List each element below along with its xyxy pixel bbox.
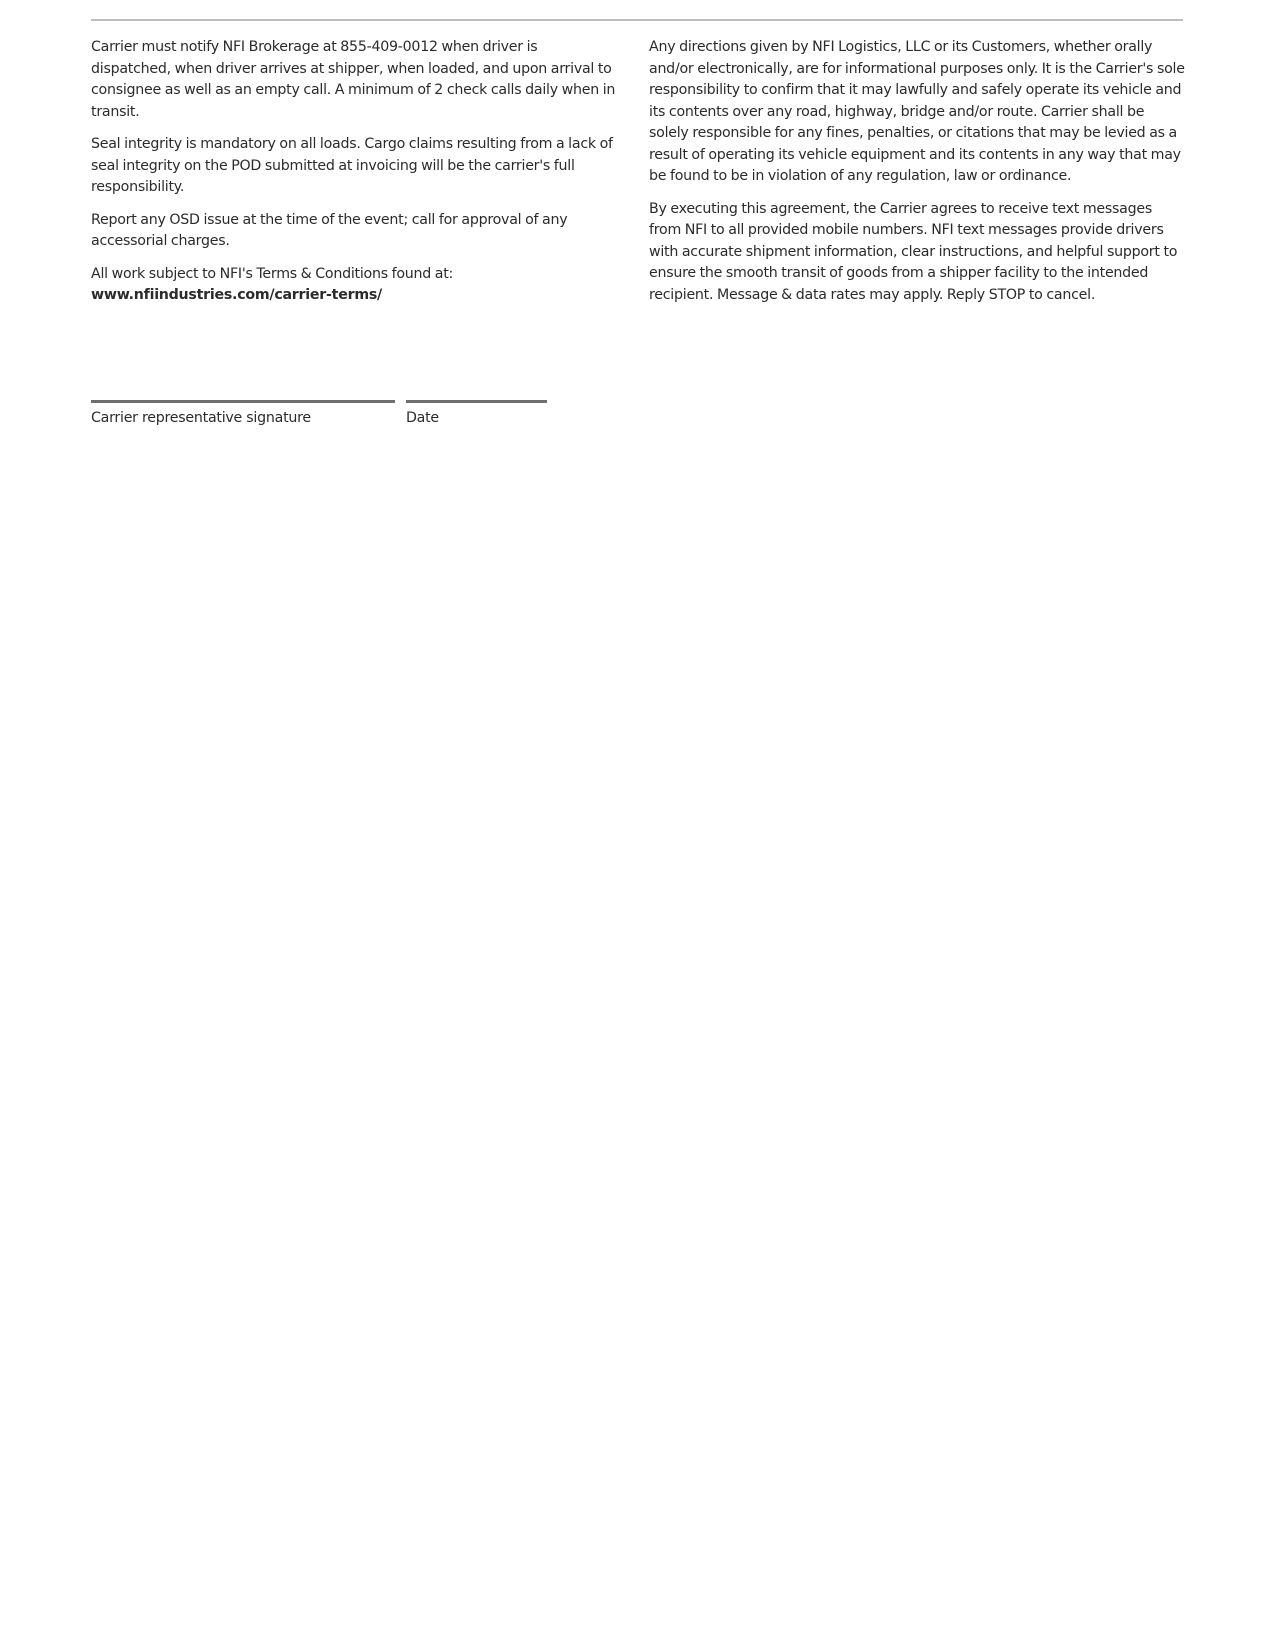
directions-disclaimer-text: Any directions given by NFI Logistics, LLC or its Customers, whether orally and/or electronically, are for informational purposes only. It is the Carrier's sole responsibility to confirm that it may lawfully and safely operate its vehicle and its contents over any road, highway, bridge and/or route. Carrier shall be solely responsible for any fines, penalties, or citations that may be levied as a result of operating its vehicle equipment and its contents in any way that may be found to be in violation of any regulation, law or ordinance. (649, 39, 1185, 184)
terms-reference-text: All work subject to NFI's Terms & Conditions found at: (91, 265, 454, 282)
date-label: Date (406, 410, 439, 426)
left-terms-column (91, 37, 621, 318)
signature-line (91, 400, 395, 403)
text-message-consent-text: By executing this agreement, the Carrier agrees to receive text messages from NFI to all provided mobile numbers. NFI text messages provide drivers with accurate shipment information, clear instructions, and helpful support to ensure the smooth transit of goods from a shipper facility to the intended recipient. Message & data rates may apply. Reply STOP to cancel. (649, 200, 1178, 303)
seal-integrity-text: Seal integrity is mandatory on all loads. Cargo claims resulting from a lack of seal integrity on the POD submitted at invoicing will be the carrier's full responsibility. (91, 136, 613, 195)
right-terms-column (649, 37, 1187, 317)
date-line (406, 400, 547, 403)
terms-reference (91, 264, 621, 307)
dispatch-notification-text: Carrier must notify NFI Brokerage at 855-409-0012 when driver is dispatched, when driver arrives at shipper, when loaded, and upon arrival to consignee as well as an empty call. A minimum of 2 check calls daily when in transit. (91, 39, 616, 120)
date-field[interactable] (406, 400, 547, 428)
osd-report-text: Report any OSD issue at the time of the event; call for approval of any accessorial charges. (91, 211, 568, 249)
top-divider (91, 19, 1183, 21)
signature-label: Carrier representative signature (91, 410, 311, 426)
signature-field[interactable] (91, 400, 395, 428)
carrier-terms-link[interactable]: www.nfiindustries.com/carrier-terms/ (91, 287, 382, 303)
